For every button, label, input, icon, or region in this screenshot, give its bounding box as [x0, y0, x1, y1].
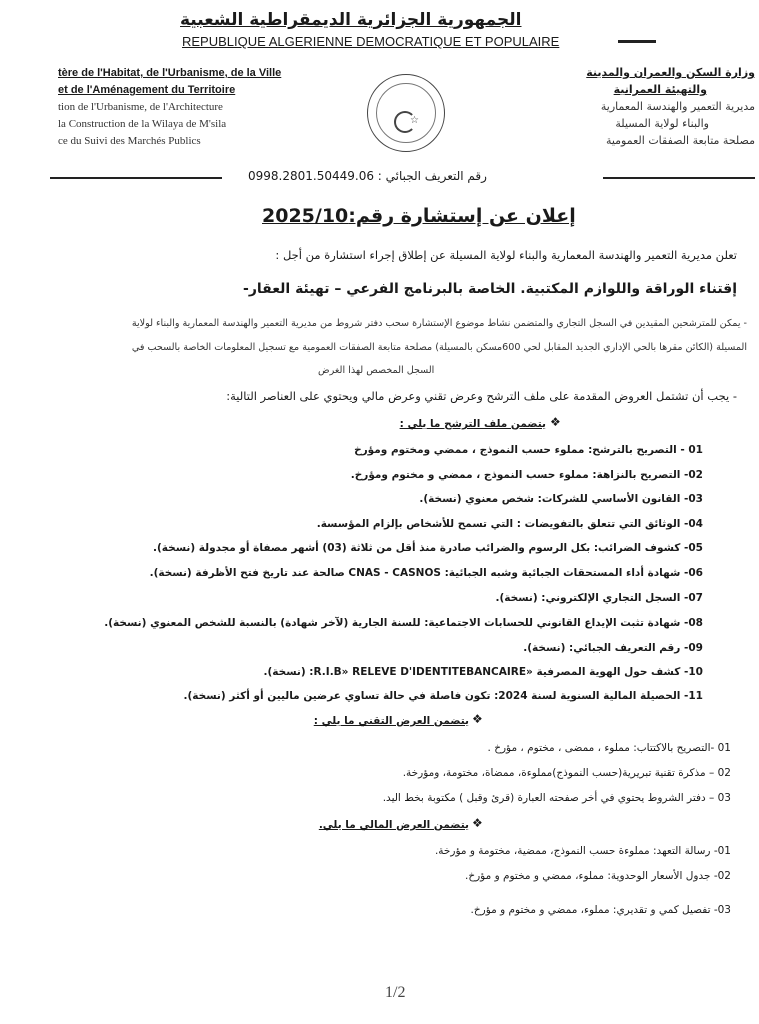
- algeria-emblem-icon: ☆: [367, 74, 445, 152]
- paragraph-1-line-2: المسيلة (الكائن مقرها بالحي الإداري الجديد المقابل لحي 600مسكن بالمسيلة) مصلحة متابعة الصفقات العمومية مع تسجيل المعلومات الخاصة بالسحب في: [131, 342, 747, 353]
- candidature-item: 01 - التصريح بالترشح: مملوء حسب النموذج ، ممضي ومختوم ومؤرخ: [354, 444, 703, 456]
- financial-item: 03- تفصيل كمي و تقديري: مملوء، ممضي و مختوم و مؤرخ.: [470, 904, 731, 916]
- candidature-item: 05- كشوف الضرائب: بكل الرسوم والضرائب صادرة منذ أقل من ثلاثة (03) أشهر مصفاة أو مجدولة (نسخة).: [152, 542, 703, 554]
- paragraph-2: - يجب أن تشتمل العروض المقدمة على ملف الترشح وعرض تقني وعرض مالي ويحتوي على العناصر التالية:: [226, 389, 737, 403]
- direction-ar-2: والبناء لولاية المسيلة: [615, 117, 709, 130]
- candidature-item: 06- شهادة أداء المستحقات الجبائية وشبه الجبائية: CNAS - CASNOS صالحة عند تاريخ فتح الأظرفة (نسخة).: [149, 567, 703, 579]
- diamond-bullet-icon: ❖: [472, 816, 483, 830]
- direction-fr-2: la Construction de la Wilaya de M'sila: [58, 118, 227, 130]
- candidature-item: 11- الحصيلة المالية السنوية لسنة 2024: تكون فاصلة في حالة تساوي عرضين ماليين أو أكثر (نسخة).: [183, 690, 703, 702]
- section-heading-technical: يتضمن العرض التقني ما يلي :: [313, 715, 469, 727]
- candidature-item: 03- القانون الأساسي للشركات: شخص معنوي (نسخة).: [419, 493, 703, 505]
- paragraph-1-line-1: - يمكن للمترشحين المقيدين في السجل التجاري والمتضمن نشاط موضوع الإستشارة سحب دفتر شروط من مديرية التعمير والهندسة المعمارية والبناء لولاية: [131, 318, 747, 329]
- divider-left: [50, 177, 222, 179]
- paragraph-1-line-3: السجل المخصص لهذا الغرض: [318, 365, 435, 376]
- ministry-ar-1: وزارة السكن والعمران والمدينة: [586, 66, 755, 79]
- section-heading-financial: يتضمن العرض المالي ما يلي.: [318, 819, 469, 831]
- service-ar: مصلحة متابعة الصفقات العمومية: [605, 134, 755, 147]
- ministry-fr-1: tère de l'Habitat, de l'Urbanisme, de la Ville: [58, 67, 282, 79]
- candidature-item: 09- رقم التعريف الجبائي: (نسخة).: [523, 642, 703, 654]
- document-title: إعلان عن إستشارة رقم:2025/10: [262, 205, 576, 227]
- intro-text: تعلن مديرية التعمير والهندسة المعمارية والبناء لولاية المسيلة عن إطلاق إجراء استشارة من أجل :: [275, 248, 737, 262]
- candidature-item: 08- شهادة تثبت الإيداع القانوني للحسابات الاجتماعية: للسنة الجارية (لآخر شهادة) بالنسبة للشخص المعنوي (نسخة).: [104, 617, 703, 629]
- financial-item: 01- رسالة التعهد: مملوءة حسب النموذج، ممضية، مختومة و مؤرخة.: [434, 845, 731, 857]
- direction-fr-1: tion de l'Urbanisme, de l'Architecture: [58, 101, 223, 113]
- header-mark: [618, 40, 656, 43]
- section-heading-candidature: يتضمن ملف الترشح ما يلي :: [399, 418, 546, 430]
- diamond-bullet-icon: ❖: [550, 415, 561, 429]
- ministry-ar-2: والتهيئة العمرانية: [613, 83, 707, 96]
- subject-text: إقتناء الوراقة واللوازم المكتبية. الخاصة بالبرنامج الفرعي – تهيئة العقار-: [243, 281, 737, 297]
- page-number: 1/2: [385, 984, 406, 1001]
- ministry-fr-2: et de l'Aménagement du Territoire: [58, 84, 236, 96]
- candidature-item: 04- الوثائق التي تتعلق بالتفويضات : التي تسمح للأشخاص بإلزام المؤسسة.: [316, 518, 703, 530]
- financial-item: 02- جدول الأسعار الوحدوية: مملوء، ممضي و مختوم و مؤرخ.: [465, 870, 731, 882]
- technical-item: 02 – مذكرة تقنية تبريرية(حسب النموذج)مملوءة، ممضاة، مختومة، ومؤرخة.: [402, 767, 731, 779]
- republic-french: REPUBLIQUE ALGERIENNE DEMOCRATIQUE ET POPULAIRE: [182, 34, 560, 49]
- diamond-bullet-icon: ❖: [472, 712, 483, 726]
- tax-id: رقم التعريف الجبائي : 0998.2801.50449.06: [248, 169, 487, 183]
- technical-item: 01 -التصريح بالاكتتاب: مملوء ، ممضى ، مختوم ، مؤرخ .: [487, 742, 731, 754]
- candidature-item: 02- التصريح بالنزاهة: مملوء حسب النموذج ، ممضي و مختوم ومؤرخ.: [350, 469, 703, 481]
- candidature-item: 10- كشف حول الهوية المصرفية «R.I.B» RELEVE D'IDENTITEBANCAIRE: (نسخة).: [263, 666, 703, 678]
- direction-ar-1: مديرية التعمير والهندسة المعمارية: [600, 100, 755, 113]
- service-fr: ce du Suivi des Marchés Publics: [58, 135, 201, 147]
- divider-right: [603, 177, 755, 179]
- republic-arabic: الجمهورية الجزائرية الديمقراطية الشعبية: [180, 10, 522, 30]
- technical-item: 03 – دفتر الشروط يحتوي في أخر صفحته العبارة (قرئ وقبل ) مكتوبة بخط اليد.: [382, 792, 731, 804]
- candidature-item: 07- السجل التجاري الإلكتروني: (نسخة).: [495, 592, 703, 604]
